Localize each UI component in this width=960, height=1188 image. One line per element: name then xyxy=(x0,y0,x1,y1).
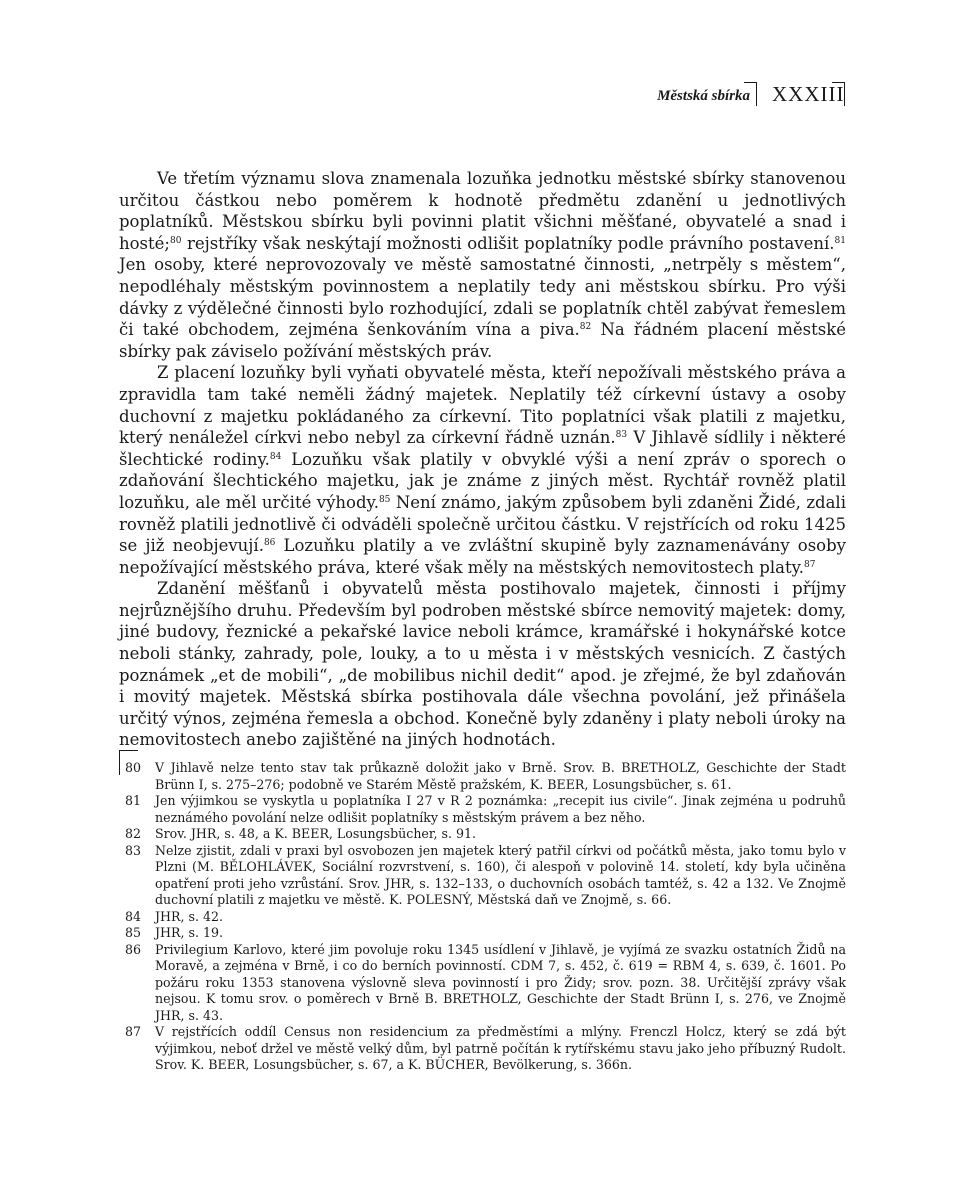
footnote xyxy=(119,1024,846,1074)
header-rule xyxy=(844,82,845,106)
footnote-reference[interactable]: 83 xyxy=(615,430,628,441)
footnote-number: 84 xyxy=(125,908,142,924)
footnote xyxy=(119,760,846,793)
paragraph-text: Není známo, jakým způsobem byli zdaněni Židé, zdali rovněž platili jednotlivě či odváděli společně určitou částku. V rejstřících od roku 1425 se již neobjevují. xyxy=(119,492,846,556)
footnote-text: Privilegium Karlovo, které jim povoluje roku 1345 usídlení v Jihlavě, je vyjímá ze svazku ostatních Židů na Moravě, a zejména v Brně, i co do berních povinností. CDM 7, s. 452, č. 619 = RBM 4, s. 639, č. 1601. Po požáru roku 1353 stanovena výslovně sleva povinností i pro Židy; srov. pozn. 38. Určitější zprávy však nejsou. K tomu srov. o poměrech v Brně B. BRETHOLZ, Geschichte der Stadt Brünn I, s. 276, ve Znojmě JHR, s. 43. xyxy=(155,941,846,1023)
footnote-reference[interactable]: 80 xyxy=(169,235,182,246)
footnote-number: 81 xyxy=(125,793,142,808)
footnote-number: 85 xyxy=(125,925,142,940)
header-rule xyxy=(756,82,757,106)
paragraph-text: Lozuňku však platily v obvyklé výši a není zpráv o sporech o zdaňování šlechtického majetku, jak je známe z jiných měst. Rychtář rovněž platil lozuňku, ale měl určité výhody. xyxy=(119,449,846,512)
footnote-reference[interactable]: 85 xyxy=(378,494,391,505)
footnote-reference[interactable]: 87 xyxy=(803,559,816,570)
footnote-text: JHR, s. 42. xyxy=(155,908,224,924)
footnote-number: 86 xyxy=(125,941,142,957)
running-title: Městská sbírka xyxy=(657,88,750,104)
main-text xyxy=(119,168,846,751)
paragraph-text: Ve třetím významu slova znamenala lozuňka jednotku městské sbírky stanovenou určitou částkou nebo poměrem k hodnotě předmětu zdanění u jednotlivých poplatníků. Městskou sbírku byli povinni platit všichni měšťané, obyvatelé a snad i hosté; xyxy=(119,169,846,253)
footnotes xyxy=(119,760,846,1074)
footnote xyxy=(119,826,846,843)
footnote-text: Srov. JHR, s. 48, a K. BEER, Losungsbücher, s. 91. xyxy=(155,826,477,841)
footnote xyxy=(119,843,846,909)
paragraph-text: Z placení lozuňky byli vyňati obyvatelé města, kteří nepožívali městského práva a zpravidla tam také neměli žádný majetek. Neplatily též církevní ústavy a osoby duchovní z majetku pokládaného za církevní. Tito poplatníci však platili z majetku, který nenáležel církvi nebo nebyl za církevní řádně uznán. xyxy=(119,363,846,448)
footnote-text: JHR, s. 19. xyxy=(155,925,224,940)
footnote xyxy=(119,925,846,942)
footnote-number: 80 xyxy=(125,760,142,775)
footnote-text: V Jihlavě nelze tento stav tak průkazně doložit jako v Brně. Srov. B. BRETHOLZ, Geschichte der Stadt Brünn I, s. 275–276; podobně ve Starém Městě pražském, K. BEER, Losungsbücher, s. 61. xyxy=(155,760,846,792)
footnote-reference[interactable]: 86 xyxy=(263,538,276,549)
footnote-reference[interactable]: 82 xyxy=(579,322,592,333)
body-paragraph xyxy=(119,362,846,578)
footnote-number: 83 xyxy=(125,842,142,858)
paragraph-text: Zdanění měšťanů i obyvatelů města postihovalo majetek, činnosti i příjmy nejrůznějšího druhu. Především byl podroben městské sbírce nemovitý majetek: domy, jiné budovy, řeznické a pekařské lavice neboli krámce, kramářské i hokynářské kotce neboli stánky, zahrady, pole, louky, a to u města i v městských vesnicích. Z častých poznámek „et de mobili“, „de mobilibus nichil dedit“ apod. je zřejmé, že byl zdaňován i movitý majetek. Městská sbírka postihovala dále všechna povolání, jež přinášela určitý výnos, zejména řemesla a obchod. Konečně byly zdaněny i platy neboli úroky na nemovitostech anebo zajištěné na jiných hodnotách. xyxy=(119,579,846,750)
footnote xyxy=(119,793,846,826)
page-number: XXXIII xyxy=(772,82,845,106)
paragraph-text: V Jihlavě sídlily i některé šlechtické rodiny. xyxy=(119,428,846,469)
paragraph-text: Lozuňku platily a ve zvláštní skupině byly zaznamenávány osoby nepožívající městského práva, které však měly na městských nemovitostech platy. xyxy=(119,536,846,577)
footnote-text: Nelze zjistit, zdali v praxi byl osvobozen jen majetek který patřil církvi od počátků města, jako tomu bylo v Plzni (M. BĚLOHLÁVEK, Sociální rozvrstvení, s. 160), či alespoň v polovině 14. století, kdy byla učiněna opatření proti jeho vzrůstání. Srov. JHR, s. 132–133, o duchovních osobách tamtéž, s. 42 a 132. Ve Znojmě duchovní platili z majetku ve městě. K. POLESNÝ, Městská daň ve Znojmě, s. 66. xyxy=(155,842,846,907)
running-head xyxy=(600,78,862,112)
footnote-number: 82 xyxy=(125,826,142,841)
paragraph-text: rejstříky však neskýtají možnosti odlišit poplatníky podle právního postavení. xyxy=(181,233,835,253)
footnote-number: 87 xyxy=(125,1024,142,1039)
footnote xyxy=(119,942,846,1025)
footnote-text: Jen výjimkou se vyskytla u poplatníka I 27 v R 2 poznámka: „recepit ius civile“. Jinak zejména u podruhů neznámého povolání nelze odlišit poplatníky s městským právem a bez něho. xyxy=(155,793,846,825)
footnote-text: V rejstřících oddíl Census non residencium za předměstími a mlýny. Frenczl Holcz, který se zdá být výjimkou, neboť držel ve městě velký dům, byl patrně počítán k rytířskému stavu jako jeho příbuzný Rudolt. Srov. K. BEER, Losungsbücher, s. 67, a K. BÜCHER, Bevölkerung, s. 366n. xyxy=(155,1024,846,1072)
footnote-reference[interactable]: 81 xyxy=(834,235,846,246)
paragraph-text: Na řádném placení městské sbírky pak záviselo požívání městských práv. xyxy=(119,320,846,361)
footnote-reference[interactable]: 84 xyxy=(269,451,282,462)
paragraph-text: Jen osoby, které neprovozovaly ve městě samostatné činnosti, „netrpěly s městem“, nepodléhaly městským povinnostem a neplatily tedy ani městskou sbírku. Pro výši dávky z výdělečné činnosti bylo rozhodující, zdali se poplatník chtěl zabývat řemeslem či také obchodem, zejména šenkováním vína a piva. xyxy=(119,255,846,340)
body-paragraph xyxy=(119,578,846,751)
footnote xyxy=(119,909,846,926)
body-paragraph xyxy=(119,168,846,362)
